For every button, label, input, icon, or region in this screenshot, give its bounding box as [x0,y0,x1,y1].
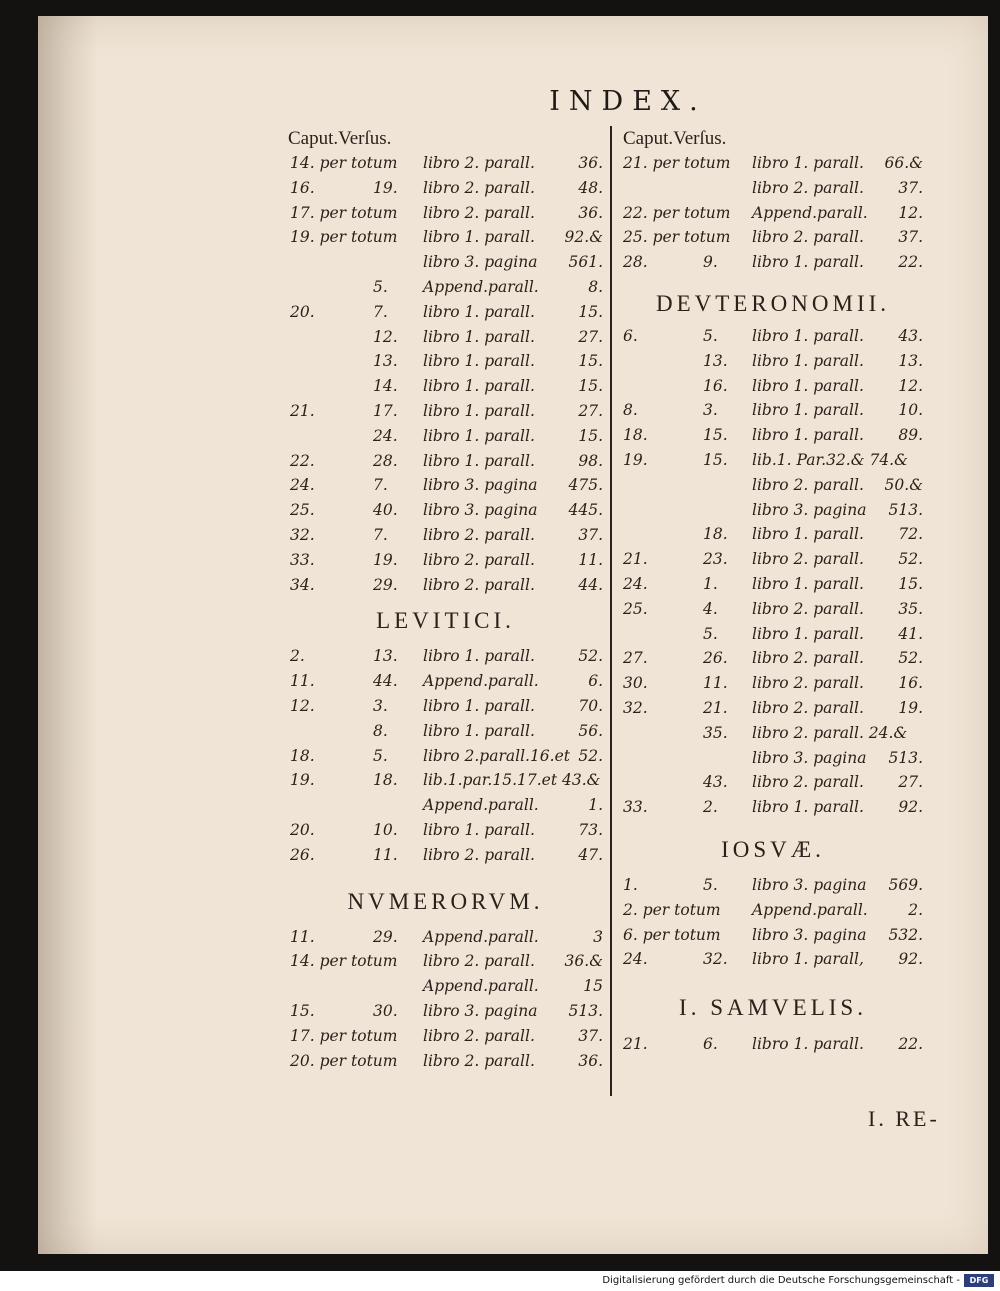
index-entry [288,1024,603,1049]
entry-chapter: 8. [623,401,638,420]
entry-chapter: 34. [290,575,315,594]
entry-chapter: 21. per totum [623,154,731,172]
entry-chapter: 24. [290,476,315,495]
entry-reference: libro 2.parall.16.et [423,746,571,765]
entry-verse: 2. [703,798,718,817]
book-page [38,16,988,1254]
entry-chapter: 18. [290,746,315,765]
entry-chapter: 25. [290,501,315,520]
entry-page: 27. [578,401,603,420]
entry-reference: Append.parall. [423,796,539,815]
entry-reference: libro 2. parall. [423,203,535,222]
entry-page: 72. [898,525,923,544]
footer-credit: Digitalisierung gefördert durch die Deutsche Forschungsgemeinschaft - [602,1275,960,1286]
entry-reference: Append.parall. [423,277,539,296]
entry-page: 37. [578,525,603,544]
entry-page: 56. [578,721,603,740]
entry-reference: Append.parall. [752,900,868,919]
index-entry [288,325,603,350]
dfg-logo: DFG [964,1274,994,1287]
entry-page: 13. [898,351,923,370]
index-entry [623,448,923,473]
entry-reference: libro 1. parall. [423,696,535,715]
index-entry [623,522,923,547]
entry-reference: libro 1. parall. [752,624,864,643]
entry-verse: 43. [703,773,728,792]
entry-page: 532. [888,925,923,944]
section-heading: I. SAMVELIS. [679,995,867,1021]
entry-reference: libro 1. parall. [423,647,535,666]
entry-page: 52. [898,649,923,668]
index-entry [623,398,923,423]
entry-page: 569. [888,875,923,894]
entry-verse: 30. [373,1001,398,1020]
entry-page: 22. [898,1035,923,1054]
index-entry [288,201,603,226]
index-entry [288,275,603,300]
entry-verse: 35. [703,723,728,742]
entry-page: 37. [898,178,923,197]
index-entry [288,225,603,250]
entry-verse: 5. [703,326,718,345]
column-header: Caput.Verſus. [623,128,727,149]
entry-chapter: 24. [623,950,648,969]
entry-chapter: 27. [623,649,648,668]
entry-page: 10. [898,401,923,420]
entry-page: 37. [898,228,923,247]
entry-reference: libro 1. parall. [752,351,864,370]
entry-chapter: 25. per totum [623,228,731,247]
index-entry [288,768,603,793]
entry-reference: libro 1. parall. [423,820,535,839]
entry-page: 36. [578,203,603,222]
left-column [288,126,603,1073]
entry-verse: 6. [703,1035,718,1054]
entry-verse: 15. [703,450,728,469]
entry-page: 513. [888,748,923,767]
entry-verse: 7. [373,476,388,495]
entry-reference: libro 1. parall. [423,451,535,470]
section-heading: LEVITICI. [376,608,515,634]
entry-page: 11. [578,550,603,569]
entry-page: 73. [578,820,603,839]
entry-page: 1. [588,796,603,815]
entry-page: 36.& [564,952,603,971]
entry-reference: libro 1. parall. [752,574,864,593]
index-entry [288,399,603,424]
index-entry [288,644,603,669]
entry-chapter: 16. [290,178,315,197]
entry-reference: libro 1. parall. [423,352,535,371]
entry-reference: libro 1. parall. [752,253,864,272]
index-entry [623,547,923,572]
entry-reference: Append.parall. [423,927,539,946]
entry-chapter: 26. [290,845,315,864]
entry-reference: libro 1. parall. [752,525,864,544]
index-entry [623,473,923,498]
entry-chapter: 33. [623,798,648,817]
entry-reference: libro 3. pagina [423,1001,538,1020]
entry-page: 52. [898,550,923,569]
entry-reference: libro 3. pagina [423,253,538,272]
entry-chapter: 18. [623,426,648,445]
section-heading: DEVTERONOMII. [655,290,891,316]
entry-chapter: 1. [623,875,638,894]
index-entry [288,744,603,769]
index-entry [288,925,603,950]
index-entry [623,374,923,399]
entry-reference: libro 1. parall. [423,426,535,445]
index-entry [288,974,603,999]
entry-chapter: 22. per totum [623,203,731,222]
entry-reference: libro 3. pagina [752,925,867,944]
index-entry [288,818,603,843]
entry-verse: 4. [703,599,718,618]
entry-chapter: 6. [623,326,638,345]
entry-chapter: 17. per totum [290,203,398,222]
entry-page: 22. [898,253,923,272]
entry-verse: 44. [373,672,398,691]
index-entry [288,949,603,974]
entry-verse: 13. [373,647,398,666]
entry-reference: libro 2. parall. [423,952,535,971]
entry-page: 19. [898,698,923,717]
entry-page: 445. [568,501,603,520]
entry-page: 475. [568,476,603,495]
column-header: Caput.Verſus. [288,128,392,149]
entry-verse: 10. [373,820,398,839]
index-entry [288,176,603,201]
entry-reference: libro 1. parall. [423,721,535,740]
index-entry [623,498,923,523]
entry-reference: libro 1. parall. [752,326,864,345]
index-entry [623,1032,923,1057]
index-entry [288,843,603,868]
entry-page: 36. [578,154,603,172]
entry-reference: libro 2. parall. [752,698,864,717]
entry-page: 513. [888,500,923,519]
entry-chapter: 17. per totum [290,1026,398,1045]
entry-reference: libro 1. parall. [752,376,864,395]
entry-page: 16. [898,674,923,693]
entry-reference: libro 1. parall. [423,377,535,396]
index-entry [288,548,603,573]
entry-reference: libro 2. parall. [423,575,535,594]
entry-page: 41. [898,624,923,643]
footer-bar [0,1271,1000,1291]
column-divider [610,126,612,1096]
entry-page: 6. [588,672,603,691]
entry-chapter: 14. per totum [290,154,398,172]
entry-chapter: 11. [290,927,315,946]
entry-page: 48. [578,178,603,197]
entry-reference: libro 2. parall. [423,1051,535,1070]
entry-chapter: 33. [290,550,315,569]
entry-reference: libro 2. parall. [423,550,535,569]
entry-chapter: 14. per totum [290,952,398,971]
entry-page: 36. [578,1051,603,1070]
index-entry [288,999,603,1024]
index-entry [623,201,923,226]
section-heading: IOSVÆ. [721,836,825,862]
entry-reference: libro 1. parall. [423,401,535,420]
entry-reference: lib.1.par.15.17.et 43.& [423,771,601,790]
index-entry [623,721,923,746]
index-entry [288,523,603,548]
index-entry [623,898,923,923]
entry-chapter: 12. [290,696,315,715]
entry-reference: libro 1. parall. [752,154,864,172]
entry-reference: libro 1. parall. [423,302,535,321]
index-entry [623,646,923,671]
entry-reference: libro 1. parall. [752,426,864,445]
entry-reference: libro 2. parall. [752,773,864,792]
entry-reference: libro 1. parall, [752,950,864,969]
entry-page: 52. [578,746,603,765]
entry-reference: Append.parall. [423,977,539,996]
entry-reference: libro 2. parall. [423,1026,535,1045]
entry-reference: libro 1. parall. [752,798,864,817]
entry-verse: 21. [703,698,728,717]
entry-chapter: 21. [623,550,648,569]
entry-verse: 14. [373,377,398,396]
entry-verse: 5. [703,624,718,643]
entry-verse: 7. [373,525,388,544]
entry-page: 513. [568,1001,603,1020]
entry-verse: 17. [373,401,398,420]
entry-verse: 3. [703,401,718,420]
page-title: INDEX. [549,86,707,117]
index-entry [623,746,923,771]
entry-chapter: 32. [290,525,315,544]
entry-chapter: 21. [623,1035,648,1054]
index-entry [288,300,603,325]
page-gutter-shade [38,16,98,1254]
entry-chapter: 25. [623,599,648,618]
entry-reference: libro 2. parall. 24.& [752,723,908,742]
index-entry [288,473,603,498]
index-entry [623,423,923,448]
entry-verse: 23. [703,550,728,569]
index-entry [623,176,923,201]
entry-verse: 11. [703,674,728,693]
entry-reference: libro 2. parall. [752,649,864,668]
index-entry [288,374,603,399]
entry-chapter: 28. [623,253,648,272]
index-entry [623,923,923,948]
entry-page: 12. [898,203,923,222]
index-entry [288,669,603,694]
entry-verse: 5. [373,746,388,765]
entry-reference: libro 2. parall. [752,228,864,247]
entry-page: 35. [898,599,923,618]
entry-verse: 7. [373,302,388,321]
entry-reference: libro 2. parall. [752,178,864,197]
index-entry [623,151,923,176]
index-entry [623,622,923,647]
entry-page: 92. [898,798,923,817]
index-entry [623,873,923,898]
entry-chapter: 6. per totum [623,925,721,944]
entry-page: 15. [578,302,603,321]
entry-verse: 24. [373,426,398,445]
entry-page: 92.& [564,228,603,247]
entry-reference: libro 2. parall. [423,845,535,864]
catchword: I. RE- [868,1106,940,1131]
index-entry [623,349,923,374]
entry-page: 92. [898,950,923,969]
index-entry [623,572,923,597]
entry-page: 98. [578,451,603,470]
entry-page: 15 [583,977,603,996]
entry-verse: 8. [373,721,388,740]
entry-reference: libro 1. parall. [752,401,864,420]
entry-verse: 40. [373,501,398,520]
entry-page: 47. [578,845,603,864]
index-entry [288,719,603,744]
entry-reference: libro 2. parall. [423,154,535,172]
entry-chapter: 19. per totum [290,228,398,247]
entry-verse: 13. [703,351,728,370]
entry-chapter: 32. [623,698,648,717]
index-entry [623,696,923,721]
entry-page: 52. [578,647,603,666]
entry-page: 70. [578,696,603,715]
entry-chapter: 19. [290,771,315,790]
entry-verse: 18. [703,525,728,544]
index-entry [623,770,923,795]
index-entry [623,225,923,250]
entry-chapter: 20. [290,820,315,839]
entry-chapter: 21. [290,401,315,420]
entry-reference: libro 2. parall. [752,599,864,618]
section-heading: NVMERORVM. [347,888,544,914]
entry-verse: 9. [703,253,718,272]
entry-chapter: 11. [290,672,315,691]
entry-reference: libro 3. pagina [423,501,538,520]
index-entry [623,795,923,820]
entry-verse: 5. [373,277,388,296]
entry-reference: libro 3. pagina [752,748,867,767]
index-entry [288,793,603,818]
index-entry [288,151,603,176]
right-column [623,126,923,1057]
entry-verse: 29. [373,575,398,594]
entry-page: 2. [908,900,923,919]
entry-verse: 13. [373,352,398,371]
entry-chapter: 24. [623,574,648,593]
entry-page: 44. [578,575,603,594]
entry-reference: libro 2. parall. [423,178,535,197]
index-entry [288,449,603,474]
entry-verse: 19. [373,178,398,197]
entry-page: 66.& [884,154,923,172]
entry-reference: libro 2. parall. [752,550,864,569]
entry-verse: 3. [373,696,388,715]
entry-chapter: 2. per totum [623,900,721,919]
entry-page: 15. [578,426,603,445]
entry-verse: 32. [703,950,728,969]
entry-reference: Append.parall. [752,203,868,222]
entry-verse: 26. [703,649,728,668]
entry-page: 50.& [884,475,923,494]
entry-verse: 16. [703,376,728,395]
entry-reference: lib.1. Par.32.& 74.& [752,450,908,469]
index-entry [623,671,923,696]
index-entry [288,349,603,374]
entry-reference: libro 2. parall. [752,475,864,494]
entry-reference: libro 1. parall. [423,327,535,346]
entry-verse: 15. [703,426,728,445]
index-entry [623,597,923,622]
entry-page: 43. [898,326,923,345]
index-entry [288,250,603,275]
entry-chapter: 22. [290,451,315,470]
entry-verse: 11. [373,845,398,864]
entry-verse: 1. [703,574,718,593]
entry-chapter: 20. [290,302,315,321]
entry-page: 37. [578,1026,603,1045]
entry-page: 12. [898,376,923,395]
entry-page: 8. [588,277,603,296]
entry-page: 27. [898,773,923,792]
entry-reference: libro 3. pagina [752,875,867,894]
index-entry [288,694,603,719]
index-entry [623,324,923,349]
entry-verse: 5. [703,875,718,894]
entry-reference: Append.parall. [423,672,539,691]
entry-chapter: 19. [623,450,648,469]
entry-page: 27. [578,327,603,346]
entry-page: 89. [898,426,923,445]
entry-page: 15. [578,377,603,396]
entry-page: 3 [593,927,603,946]
index-entry [288,573,603,598]
entry-verse: 18. [373,771,398,790]
entry-page: 15. [578,352,603,371]
index-entry [288,1049,603,1074]
entry-reference: libro 2. parall. [423,525,535,544]
entry-reference: libro 3. pagina [423,476,538,495]
entry-page: 15. [898,574,923,593]
entry-verse: 19. [373,550,398,569]
entry-chapter: 20. per totum [290,1051,398,1070]
entry-verse: 28. [373,451,398,470]
index-entry [623,947,923,972]
entry-chapter: 15. [290,1001,315,1020]
entry-chapter: 2. [290,647,305,666]
entry-reference: libro 1. parall. [423,228,535,247]
index-entry [623,250,923,275]
index-entry [288,498,603,523]
entry-verse: 29. [373,927,398,946]
entry-reference: libro 2. parall. [752,674,864,693]
entry-page: 561. [568,253,603,272]
entry-verse: 12. [373,327,398,346]
entry-chapter: 30. [623,674,648,693]
index-entry [288,424,603,449]
entry-reference: libro 1. parall. [752,1035,864,1054]
entry-reference: libro 3. pagina [752,500,867,519]
